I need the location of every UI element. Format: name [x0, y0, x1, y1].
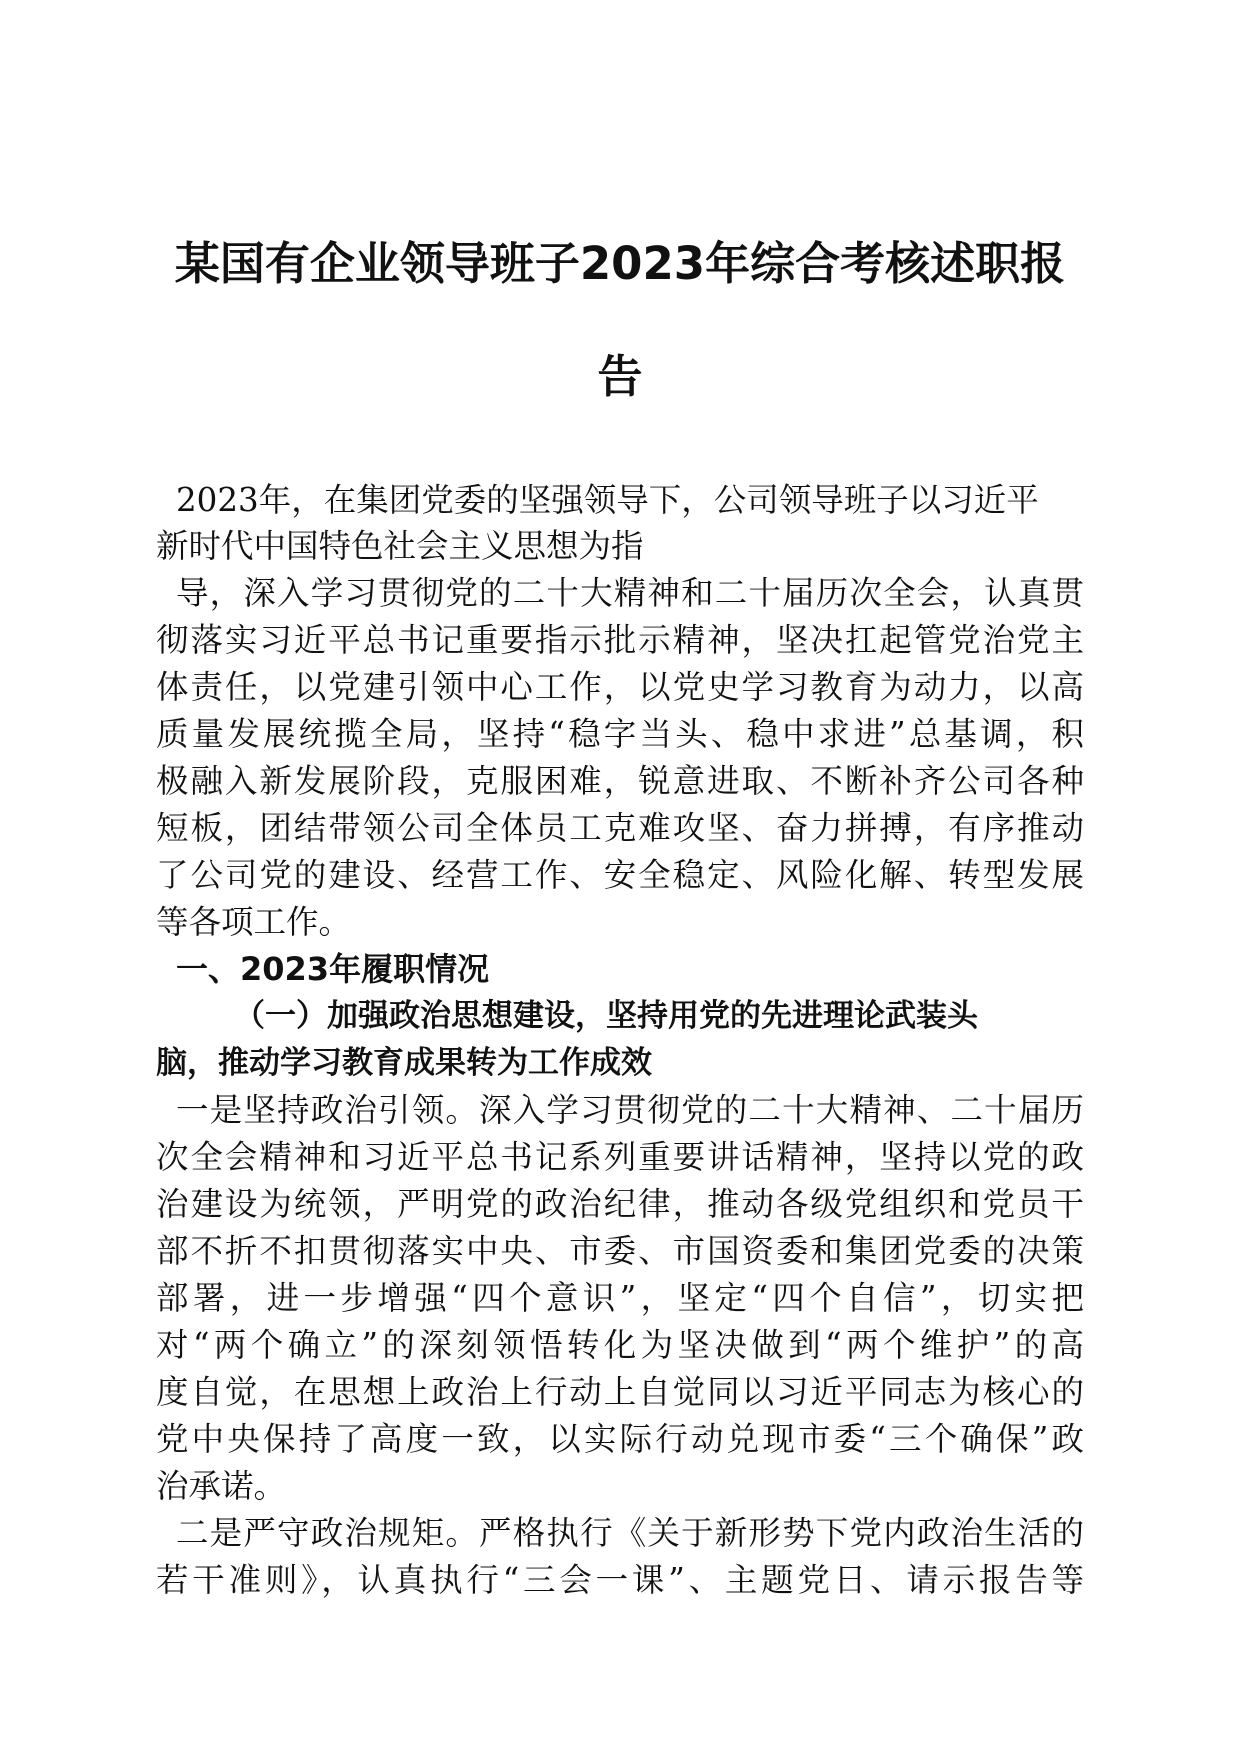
intro-line-4: 彻落实习近平总书记重要指示批示精神，坚决扛起管党治党主 [156, 621, 1084, 659]
intro-line-5: 体责任，以党建引领中心工作，以党史学习教育为动力，以高 [156, 668, 1084, 706]
para1-line-4: 部不折不扣贯彻落实中央、市委、市国资委和集团党委的决策 [156, 1232, 1084, 1270]
section-heading: 一、2023年履职情况 [176, 950, 490, 988]
intro-line-3: 导，深入学习贯彻党的二十大精神和二十届历次全会，认真贯 [176, 574, 1084, 612]
document-title-line-2: 告 [597, 350, 643, 403]
para1-line-1: 一是坚持政治引领。深入学习贯彻党的二十大精神、二十届历 [176, 1091, 1084, 1129]
para1-line-6: 对“两个确立”的深刻领悟转化为坚决做到“两个维护”的高 [156, 1326, 1084, 1364]
document-title-line-1: 某国有企业领导班子2023年综合考核述职报 [174, 237, 1066, 290]
para1-line-2: 次全会精神和习近平总书记系列重要讲话精神，坚持以党的政 [156, 1138, 1084, 1176]
para1-line-9: 治承诺。 [156, 1467, 287, 1505]
subsection-heading-line-1: （一）加强政治思想建设，坚持用党的先进理论武装头 [234, 998, 978, 1034]
para2-line-2: 若干准则》，认真执行“三会一课”、主题党日、请示报告等 [156, 1561, 1084, 1599]
intro-line-9: 了公司党的建设、经营工作、安全稳定、风险化解、转型发展 [156, 856, 1084, 894]
intro-line-7: 极融入新发展阶段，克服困难，锐意进取、不断补齐公司各种 [156, 762, 1084, 800]
intro-line-8: 短板，团结带领公司全体员工克难攻坚、奋力拼搏，有序推动 [156, 809, 1084, 847]
para1-line-3: 治建设为统领，严明党的政治纪律，推动各级党组织和党员干 [156, 1185, 1084, 1223]
para1-line-5: 部署，进一步增强“四个意识”，坚定“四个自信”，切实把 [156, 1279, 1084, 1317]
para2-line-1: 二是严守政治规矩。严格执行《关于新形势下党内政治生活的 [176, 1514, 1084, 1552]
intro-line-6: 质量发展统揽全局，坚持“稳字当头、稳中求进”总基调，积 [156, 715, 1084, 753]
intro-line-2: 新时代中国特色社会主义思想为指 [156, 527, 644, 565]
intro-line-10: 等各项工作。 [156, 903, 352, 941]
para1-line-8: 党中央保持了高度一致，以实际行动兑现市委“三个确保”政 [156, 1420, 1084, 1458]
para1-line-7: 度自觉，在思想上政治上行动上自觉同以习近平同志为核心的 [156, 1373, 1084, 1411]
subsection-heading-line-2: 脑，推动学习教育成果转为工作成效 [156, 1045, 652, 1081]
intro-line-1: 2023年，在集团党委的坚强领导下，公司领导班子以习近平 [176, 481, 1039, 519]
